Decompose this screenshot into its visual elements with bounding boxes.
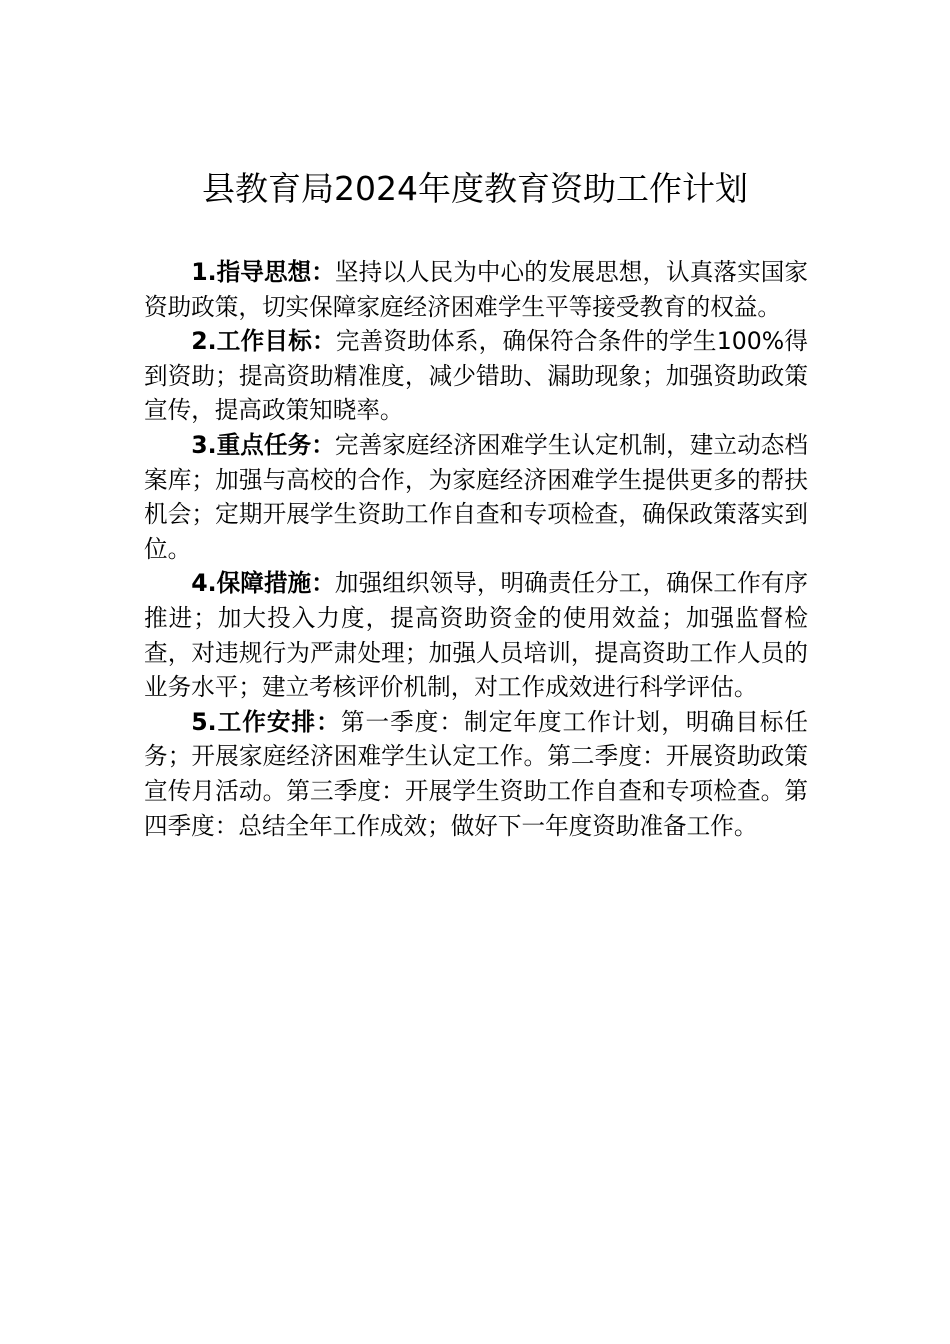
- section-work-schedule: [144, 705, 808, 843]
- section-text: 完善资助体系，确保符合条件的学生100%得到资助；提高资助精准度，减少错助、漏助现象；加强资助政策宣传，提高政策知晓率。: [144, 327, 808, 425]
- section-guiding-ideology: [144, 255, 808, 324]
- section-text: 加强组织领导，明确责任分工，确保工作有序推进；加大投入力度，提高资助资金的使用效益；加强监督检查，对违规行为严肃处理；加强人员培训，提高资助工作人员的业务水平；建立考核评价机制，对工作成效进行科学评估。: [144, 569, 808, 702]
- section-text: 坚持以人民为中心的发展思想，认真落实国家资助政策，切实保障家庭经济困难学生平等接受教育的权益。: [144, 258, 808, 321]
- section-key-tasks: [144, 428, 808, 566]
- section-heading: 3.重点任务：: [191, 430, 335, 459]
- section-text: 第一季度：制定年度工作计划，明确目标任务；开展家庭经济困难学生认定工作。第二季度：开展资助政策宣传月活动。第三季度：开展学生资助工作自查和专项检查。第四季度：总结全年工作成效；做好下一年度资助准备工作。: [144, 707, 809, 840]
- document-title: 县教育局2024年度教育资助工作计划: [202, 169, 748, 208]
- document-body: [144, 255, 808, 843]
- section-text: 完善家庭经济困难学生认定机制，建立动态档案库；加强与高校的合作，为家庭经济困难学生提供更多的帮扶机会；定期开展学生资助工作自查和专项检查，确保政策落实到位。: [144, 430, 808, 563]
- section-heading: 2.工作目标：: [191, 327, 336, 356]
- section-heading: 4.保障措施：: [191, 569, 335, 598]
- section-work-goals: [144, 324, 808, 428]
- section-heading: 1.指导思想：: [191, 258, 335, 286]
- section-heading: 5.工作安排：: [191, 707, 341, 736]
- section-safeguards: [144, 566, 808, 704]
